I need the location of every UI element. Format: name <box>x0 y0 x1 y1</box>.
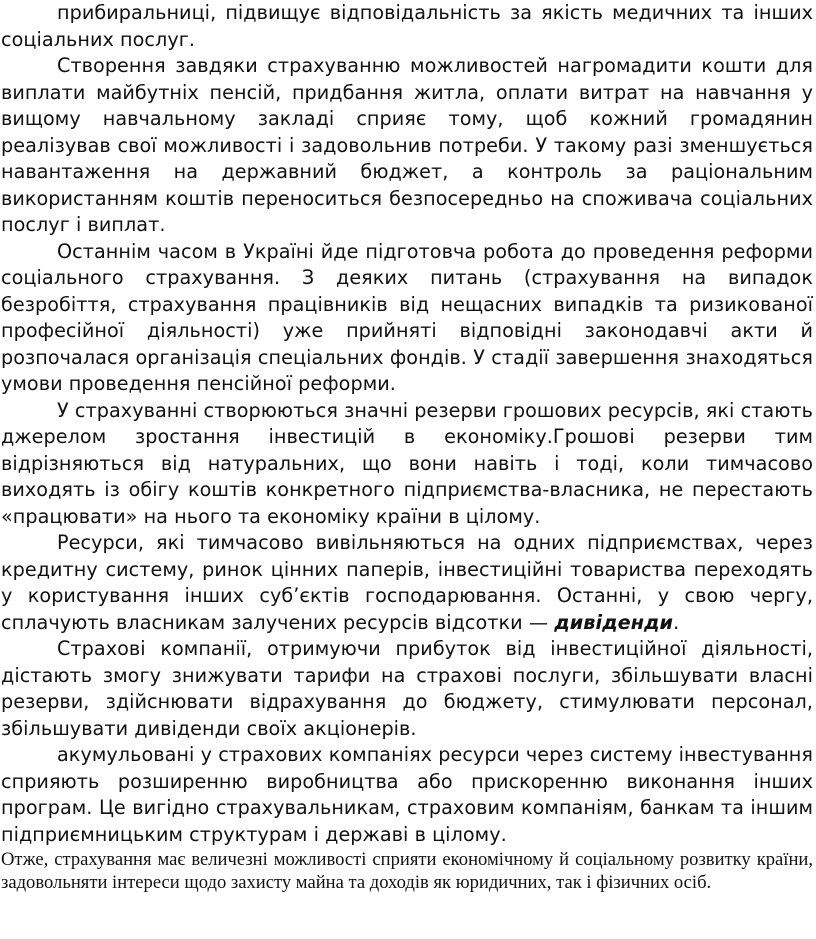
paragraph-resources-end: . <box>673 610 680 634</box>
paragraph-reform: Останнім часом в Україні йде підготовча робота до проведення реформи соціального страхування. З деяких питань (страхування на випадок безробіття, страхування працівників від нещасних випадків та ризикованої професійної діяльності) уже прийняті відповідні законодавчі акти й розпочалася організація спеціальних фондів. У стадії завершення знаходяться умови проведення пенсійної реформи. <box>1 239 813 395</box>
paragraph-continuation: прибиральниці, підвищує відповідальність за якість медичних та інших соціальних послуг. <box>1 1 813 51</box>
paragraph-insurers-profit: Страхові компанії, отримуючи прибуток від інвестиційної діяльності, дістають змогу знижувати тарифи на страхові послуги, збільшувати власні резерви, здійснювати відрахування до бюджету, стимулювати персонал, збільшувати дивіденди своїх акціонерів. <box>1 637 813 740</box>
paragraph-savings: Створення завдяки страхуванню можливостей нагромадити кошти для виплати майбутніх пенсій, придбання житла, оплати витрат на навчання у вищому навчальному закладі сприяє тому, щоб кожний громадянин реалізував свої можливості і задовольнив потреби. У такому разі зменшується навантаження на державний бюджет, а контроль за раціональним використанням коштів переноситься безпосередньо на споживача соціальних послуг і виплат. <box>1 54 813 236</box>
paragraph-reserves: У страхуванні створюються значні резерви грошових ресурсів, які стають джерелом зростання інвестицій в економіку.Грошові резерви тим відрізняються від натуральних, що вони навіть і тоді, коли тимчасово виходять із обігу коштів конкретного підприємства-власника, не перестають «працювати» на нього та економіку країни в цілому. <box>1 398 813 528</box>
paragraph-resources-text: Ресурси, які тимчасово вивільняються на одних підприємствах, через кредитну систему, ринок цінних паперів, інвестиційні товариства переходять у користування інших суб’єктів господарювання. Останні, у свою чергу, сплачують власникам залучених ресурсів відсотки — <box>1 531 813 634</box>
dividends-term: дивіденди <box>554 610 674 634</box>
paragraph-investment: акумульовані у страхових компаніях ресурси через систему інвестування сприяють розширенню виробництва або прискоренню виконання інших програм. Це вигідно страхувальникам, страховим компаніям, банкам та іншим підприємницьким структурам і державі в цілому. <box>1 743 813 846</box>
paragraph-conclusion: Отже, страхування має величезні можливості сприяти економічному й соціальному розвитку країни, задовольняти інтереси щодо захисту майна та доходів як юридичних, так і фізичних осіб. <box>1 849 813 893</box>
paragraph-resources <box>1 530 813 636</box>
